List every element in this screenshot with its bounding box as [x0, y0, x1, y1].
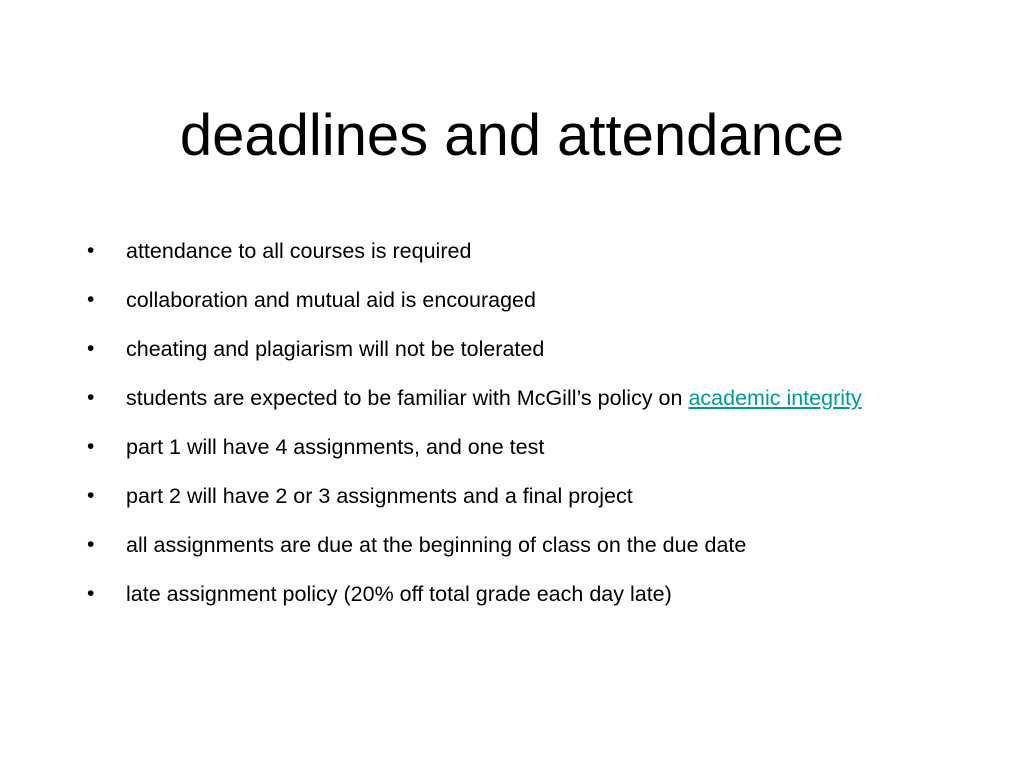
bullet-item-collaboration — [0, 279, 1024, 321]
bullet-text: all assignments are due at the beginning of class on the due date — [126, 533, 747, 557]
bullet-icon: • — [87, 337, 95, 360]
bullet-text: cheating and plagiarism will not be tolerated — [126, 337, 545, 361]
bullet-item-part2 — [0, 475, 1024, 517]
bullet-icon: • — [87, 386, 95, 409]
bullet-item-attendance — [0, 230, 1024, 272]
slide-title: deadlines and attendance — [179, 103, 845, 168]
bullet-item-policy — [0, 377, 1024, 419]
bullet-text: attendance to all courses is required — [126, 239, 472, 263]
bullet-text: collaboration and mutual aid is encouraged — [126, 288, 536, 312]
academic-integrity-link[interactable]: academic integrity — [688, 386, 862, 410]
bullet-text: students are expected to be familiar with McGill’s policy on — [126, 386, 689, 410]
bullet-icon: • — [87, 435, 95, 458]
bullet-icon: • — [87, 239, 95, 262]
bullet-icon: • — [87, 582, 95, 605]
bullet-item-due — [0, 524, 1024, 566]
bullet-item-cheating — [0, 328, 1024, 370]
bullet-list — [0, 230, 1024, 622]
bullet-item-late-policy — [0, 573, 1024, 615]
bullet-icon: • — [87, 484, 95, 507]
bullet-item-part1 — [0, 426, 1024, 468]
bullet-icon: • — [87, 533, 95, 556]
bullet-text: part 1 will have 4 assignments, and one test — [126, 435, 545, 459]
bullet-text: part 2 will have 2 or 3 assignments and a final project — [126, 484, 633, 508]
bullet-icon: • — [87, 288, 95, 311]
bullet-text: late assignment policy (20% off total grade each day late) — [126, 582, 672, 606]
